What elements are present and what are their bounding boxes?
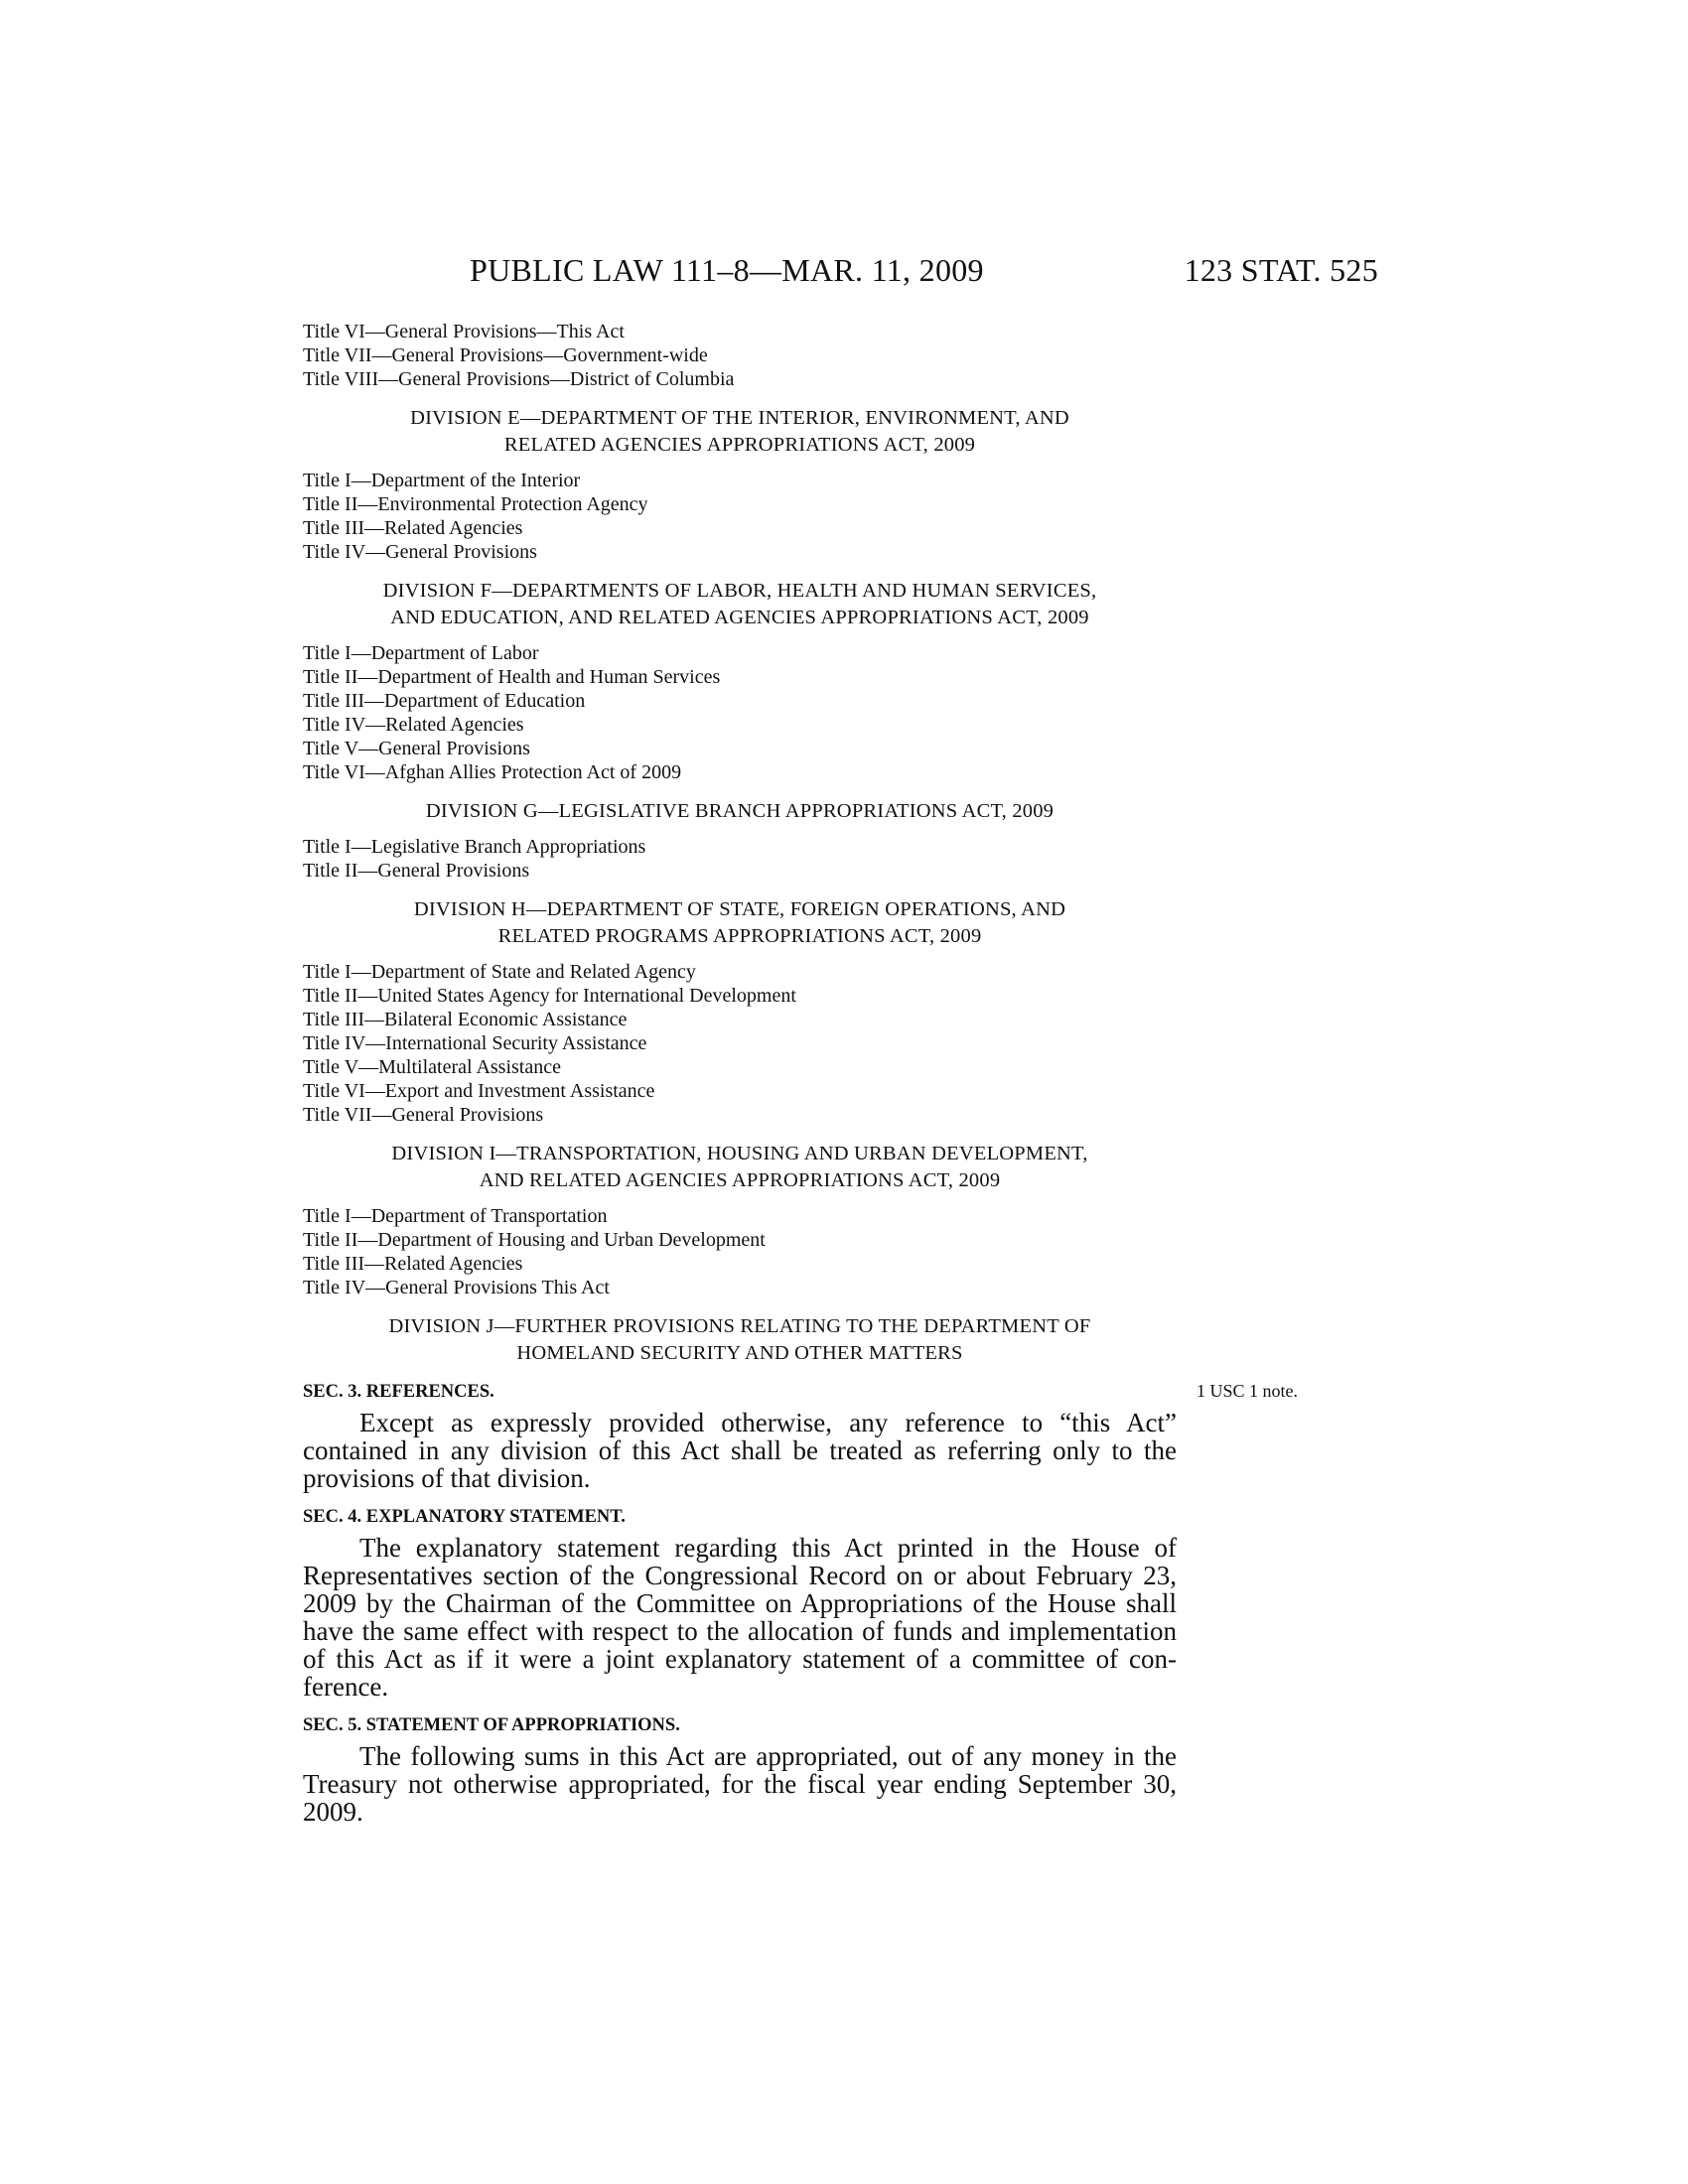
- toc-title-line: Title II—Department of Housing and Urban Development: [303, 1229, 766, 1251]
- division-g-heading: [303, 798, 1177, 825]
- division-i-heading: [303, 1141, 1177, 1194]
- division-e-heading: [303, 405, 1177, 459]
- margin-note-usc: 1 USC 1 note.: [1196, 1381, 1299, 1401]
- toc-title-line: Title I—Department of Transportation: [303, 1205, 608, 1227]
- statute-page-number: 123 STAT. 525: [1184, 252, 1378, 288]
- division-g-titles: [303, 835, 1177, 883]
- division-heading-line: AND EDUCATION, AND RELATED AGENCIES APPROPRIATIONS ACT, 2009: [390, 607, 1089, 628]
- division-heading-line: DIVISION J—FURTHER PROVISIONS RELATING TO THE DEPARTMENT OF: [388, 1315, 1091, 1337]
- division-heading-line: DIVISION E—DEPARTMENT OF THE INTERIOR, ENVIRONMENT, AND: [410, 407, 1069, 429]
- section-4-body: The explanatory statement regarding this Act printed in the House of Representatives section of the Congressional Record on or about February 23, 2009 by the Chairman of the Committee on Appropriations of the House shall have the same effect with respect to the allocation of funds and implementation of this Act as if it were a joint explanatory statement of a committee of con-ference.: [303, 1533, 1177, 1702]
- toc-title-line: Title IV—Related Agencies: [303, 714, 524, 736]
- section-3: [303, 1379, 1299, 1493]
- division-e-titles: [303, 469, 1177, 564]
- toc-title-line: Title II—United States Agency for International Development: [303, 985, 796, 1007]
- toc-title-line: Title I—Legislative Branch Appropriations: [303, 836, 646, 858]
- division-heading-line: DIVISION H—DEPARTMENT OF STATE, FOREIGN OPERATIONS, AND: [413, 898, 1066, 920]
- toc-title-line: Title I—Department of Labor: [303, 642, 539, 664]
- toc-title-line: Title VI—Export and Investment Assistance: [303, 1080, 655, 1102]
- division-heading-line: DIVISION I—TRANSPORTATION, HOUSING AND URBAN DEVELOPMENT,: [391, 1143, 1088, 1164]
- toc-title-line: Title II—Environmental Protection Agency: [303, 493, 648, 515]
- page-content: [303, 320, 1299, 1838]
- division-heading-line: HOMELAND SECURITY AND OTHER MATTERS: [516, 1342, 963, 1364]
- section-4-heading: SEC. 4. EXPLANATORY STATEMENT.: [303, 1507, 626, 1527]
- toc-title-line: Title VI—General Provisions—This Act: [303, 321, 625, 342]
- section-5-body: The following sums in this Act are appropriated, out of any money in the Treasury not otherwise appropriated, for the fiscal year ending September 30, 2009.: [303, 1741, 1177, 1827]
- toc-title-line: Title III—Bilateral Economic Assistance: [303, 1009, 628, 1030]
- division-h-heading: [303, 896, 1177, 950]
- toc-title-line: Title VII—General Provisions—Government-wide: [303, 344, 708, 366]
- section-5-heading: SEC. 5. STATEMENT OF APPROPRIATIONS.: [303, 1715, 680, 1735]
- division-heading-line: RELATED AGENCIES APPROPRIATIONS ACT, 2009: [503, 434, 976, 456]
- toc-title-line: Title III—Related Agencies: [303, 517, 523, 539]
- toc-title-line: Title V—Multilateral Assistance: [303, 1056, 561, 1078]
- section-4: [303, 1504, 1177, 1701]
- division-i-titles: [303, 1204, 1177, 1299]
- toc-pre-titles: [303, 320, 1177, 391]
- toc-title-line: Title III—Related Agencies: [303, 1253, 523, 1275]
- toc-title-line: Title VIII—General Provisions—District of Columbia: [303, 368, 735, 390]
- running-header-title: PUBLIC LAW 111–8—MAR. 11, 2009: [470, 252, 984, 288]
- division-f-titles: [303, 641, 1177, 784]
- toc-title-line: Title III—Department of Education: [303, 690, 586, 712]
- division-heading-line: DIVISION G—LEGISLATIVE BRANCH APPROPRIATIONS ACT, 2009: [425, 800, 1055, 822]
- toc-title-line: Title V—General Provisions: [303, 738, 530, 759]
- toc-title-line: Title IV—International Security Assistance: [303, 1032, 647, 1054]
- toc-title-line: Title VI—Afghan Allies Protection Act of 2009: [303, 761, 682, 783]
- toc-title-line: Title VII—General Provisions: [303, 1104, 544, 1126]
- section-5: [303, 1712, 1177, 1826]
- division-j-heading: [303, 1313, 1177, 1367]
- section-3-body: Except as expressly provided otherwise, any reference to “this Act” contained in any division of this Act shall be treated as referring only to the provisions of that division.: [303, 1408, 1177, 1493]
- toc-title-line: Title II—Department of Health and Human Services: [303, 666, 721, 688]
- toc-title-line: Title IV—General Provisions This Act: [303, 1277, 610, 1298]
- division-heading-line: DIVISION F—DEPARTMENTS OF LABOR, HEALTH AND HUMAN SERVICES,: [382, 580, 1097, 602]
- toc-title-line: Title I—Department of the Interior: [303, 470, 581, 491]
- division-h-titles: [303, 960, 1177, 1127]
- toc-title-line: Title IV—General Provisions: [303, 541, 537, 563]
- toc-title-line: Title I—Department of State and Related Agency: [303, 961, 696, 983]
- section-3-heading: SEC. 3. REFERENCES.: [303, 1382, 494, 1402]
- toc-title-line: Title II—General Provisions: [303, 860, 530, 882]
- division-heading-line: AND RELATED AGENCIES APPROPRIATIONS ACT, 2009: [479, 1169, 1001, 1191]
- division-f-heading: [303, 578, 1177, 631]
- division-heading-line: RELATED PROGRAMS APPROPRIATIONS ACT, 2009: [497, 925, 982, 947]
